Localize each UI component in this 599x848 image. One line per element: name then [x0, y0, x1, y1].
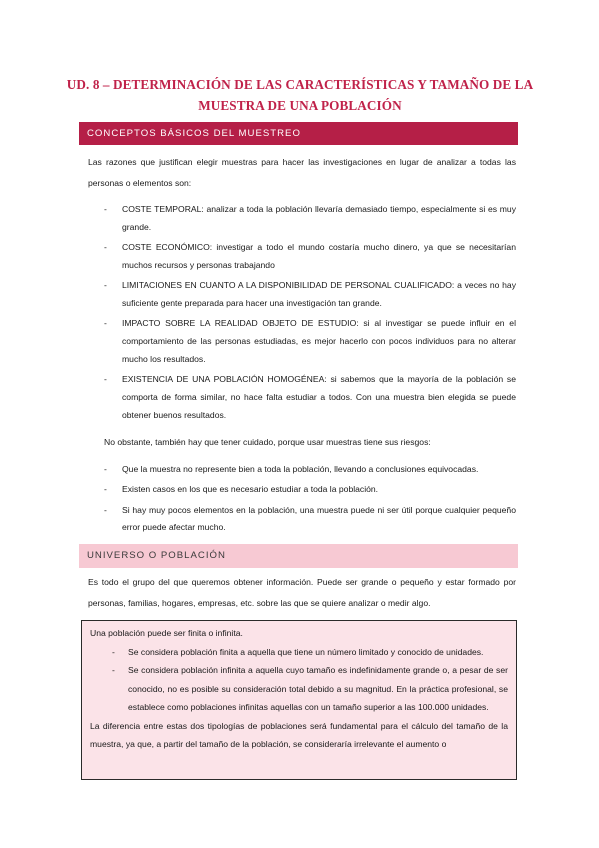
risks-list	[88, 461, 516, 540]
list-dash: -	[104, 204, 107, 214]
list-dash: -	[104, 464, 107, 474]
section-heading-universo: UNIVERSO O POBLACIÓN	[79, 544, 518, 568]
list-item: - COSTE TEMPORAL: analizar a toda la población llevaría demasiado tiempo, especialmente si es muy grande.	[88, 201, 516, 237]
list-item: - Que la muestra no represente bien a toda la población, llevando a conclusiones equivocadas.	[88, 461, 516, 479]
section-heading-conceptos: CONCEPTOS BÁSICOS DEL MUESTREO	[79, 122, 518, 145]
list-dash: -	[104, 242, 107, 253]
intro-paragraph: Las razones que justifican elegir muestras para hacer las investigaciones en lugar de analizar a todas las personas o elementos son:	[88, 157, 516, 188]
list-item: - IMPACTO SOBRE LA REALIDAD OBJETO DE ESTUDIO: si al investigar se puede influir en el comportamiento de las personas estudiadas, es mejor hacerlo con pocos individuos para no alterar mucho los resultados.	[88, 315, 516, 368]
info-box	[81, 620, 517, 780]
list-dash: -	[104, 374, 107, 385]
list-item: - EXISTENCIA DE UNA POBLACIÓN HOMOGÉNEA: si sabemos que la mayoría de la población se comporta de forma similar, no hace falta estudiar a todos. Con una muestra bien elegida se puede obtener buenos resultados.	[88, 371, 516, 424]
list-item: - Se considera población infinita a aquella cuyo tamaño es indefinidamente grande o, a pesar de ser conocido, no es posible su consideración total debido a su magnitud. En la práctica profesional, se establece como poblaciones infinitas aquellas con un tamaño superior a las 100.000 unidades.	[90, 661, 508, 717]
list-item: - Existen casos en los que es necesario estudiar a toda la población.	[88, 481, 516, 499]
list-item: - Se considera población finita a aquella que tiene un número limitado y conocido de unidades.	[90, 643, 508, 662]
page-title: UD. 8 – DETERMINACIÓN DE LAS CARACTERÍSTICAS Y TAMAÑO DE LA MUESTRA DE UNA POBLACIÓN	[66, 77, 534, 113]
box-lead: Una población puede ser finita o infinita.	[90, 628, 243, 638]
reasons-list	[88, 201, 516, 427]
list-item: - COSTE ECONÓMICO: investigar a todo el mundo costaría mucho dinero, ya que se necesitarían muchos recursos y personas trabajando	[88, 239, 516, 275]
list-item: - LIMITACIONES EN CUANTO A LA DISPONIBILIDAD DE PERSONAL CUALIFICADO: a veces no hay suficiente gente preparada para hacer una investigación tan grande.	[88, 277, 516, 313]
list-item: - Si hay muy pocos elementos en la población, una muestra puede ni ser útil porque cualquier pequeño error puede afectar mucho.	[88, 502, 516, 538]
box-list	[90, 643, 508, 717]
list-dash: -	[104, 280, 107, 291]
list-dash: -	[112, 665, 115, 675]
list-dash: -	[104, 318, 107, 329]
caution-paragraph: No obstante, también hay que tener cuidado, porque usar muestras tiene sus riesgos:	[104, 437, 431, 447]
list-dash: -	[104, 504, 107, 515]
list-dash: -	[112, 646, 115, 657]
list-dash: -	[104, 484, 107, 495]
definition-paragraph: Es todo el grupo del que queremos obtener información. Puede ser grande o pequeño y estar formado por personas, familias, hogares, empresas, etc. sobre las que se quiere analizar o medir algo.	[88, 577, 516, 608]
box-closing: La diferencia entre estas dos tipologías de poblaciones será fundamental para el cálculo del tamaño de la muestra, ya que, a partir del tamaño de la población, se consideraría irrelevante el aumento o	[90, 720, 508, 749]
